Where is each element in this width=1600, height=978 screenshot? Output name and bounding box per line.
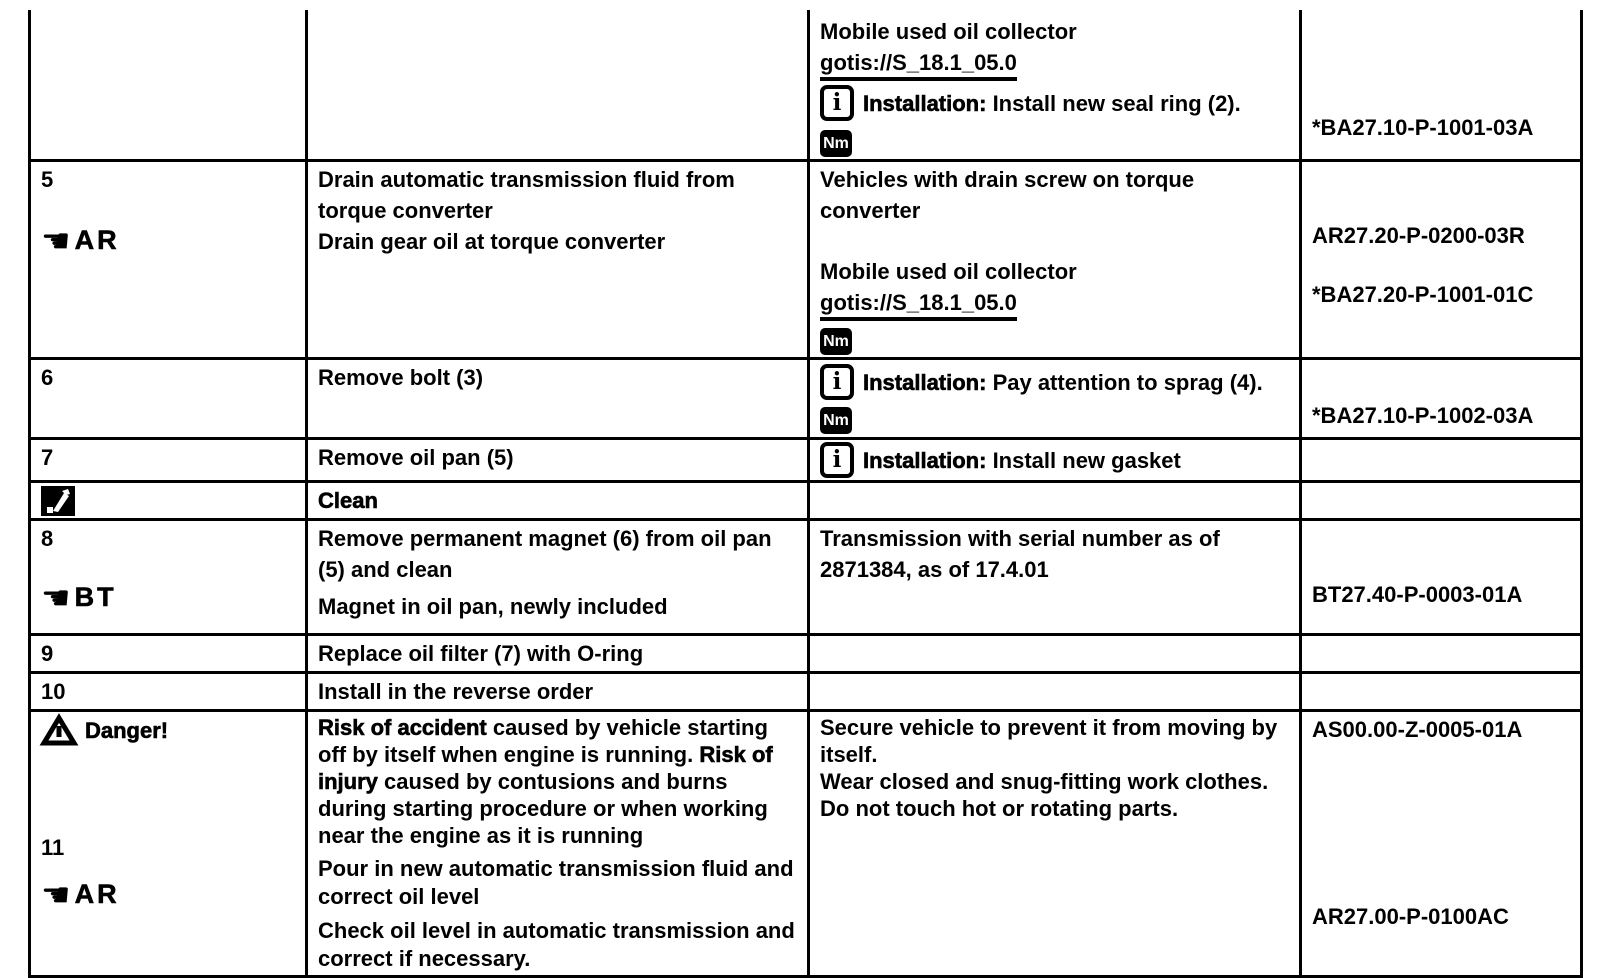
reference-cell (1301, 439, 1582, 482)
step-number: 9 (41, 641, 54, 666)
installation-body: Install new seal ring (2). (986, 90, 1241, 116)
task-text: Magnet in oil pan, newly included (318, 594, 668, 619)
note-cell (809, 711, 1301, 977)
note-cell (809, 359, 1301, 439)
step-number: 8 (41, 526, 54, 551)
gotis-link[interactable]: gotis://S_18.1_05.0 (820, 49, 1017, 81)
note-text: Mobile used oil collector (820, 19, 1077, 44)
task-cell (307, 635, 809, 673)
task-text: Drain automatic transmission fluid from torque converter (318, 167, 735, 223)
step-number-cell (30, 635, 307, 673)
reference-cell (1301, 161, 1582, 359)
note-cell (809, 673, 1301, 711)
note-cell (809, 520, 1301, 635)
step-number: 6 (41, 365, 54, 390)
table-row-danger-step11 (30, 711, 1582, 977)
reference-code: *BA27.10-P-1002-03A (1312, 403, 1534, 428)
step-number: 10 (41, 679, 66, 704)
info-icon: i (820, 442, 854, 478)
table-row-step6 (30, 359, 1582, 439)
table-row-step8 (30, 520, 1582, 635)
table-row-step10 (30, 673, 1582, 711)
step-number: 5 (41, 167, 54, 192)
step-number-cell (30, 161, 307, 359)
step-number-cell (30, 673, 307, 711)
task-cell (307, 711, 809, 977)
ar-badge (41, 220, 295, 260)
table-row-step7 (30, 439, 1582, 482)
risk-body: caused by contusions and burns during starting procedure or when working near the engine as it is running (318, 769, 768, 848)
info-icon: i (820, 85, 854, 121)
precaution-text: Do not touch hot or rotating parts. (820, 796, 1179, 821)
risk-text (318, 714, 797, 849)
pointing-hand-icon: ☚ (41, 220, 71, 260)
task-text: Check oil level in automatic transmission and correct if necessary. (318, 918, 795, 971)
procedure-table (28, 10, 1583, 978)
task-cell (307, 439, 809, 482)
reference-cell (1301, 673, 1582, 711)
step-number: 7 (41, 445, 54, 470)
task-text: Install in the reverse order (318, 679, 594, 704)
ar-badge (41, 874, 295, 914)
precaution-text: Wear closed and snug-fitting work clothes. (820, 769, 1269, 794)
step-number-cell (30, 359, 307, 439)
torque-nm-icon: Nm (820, 130, 852, 157)
installation-note (820, 85, 1289, 121)
torque-nm-icon: Nm (820, 328, 852, 355)
danger-icon (41, 714, 77, 746)
note-text: Mobile used oil collector (820, 259, 1077, 284)
note-cell (809, 439, 1301, 482)
reference-cell (1301, 520, 1582, 635)
danger-heading (41, 714, 295, 746)
badge-label: AR (74, 225, 120, 255)
reference-cell (1301, 711, 1582, 977)
task-cell (307, 10, 809, 161)
task-text: Remove oil pan (5) (318, 445, 514, 470)
note-text: Transmission with serial number as of 2871384, as of 17.4.01 (820, 526, 1220, 582)
gotis-link[interactable]: gotis://S_18.1_05.0 (820, 289, 1017, 321)
installation-label: Installation: (863, 369, 987, 395)
risk-body: caused by vehicle starting off by itself when engine is running. (318, 715, 768, 767)
installation-text (863, 367, 1263, 398)
task-cell (307, 359, 809, 439)
task-cell (307, 673, 809, 711)
installation-note (820, 364, 1289, 400)
note-cell (809, 635, 1301, 673)
installation-body: Pay attention to sprag (4). (986, 369, 1263, 395)
reference-code: AR27.20-P-0200-03R (1312, 223, 1525, 248)
reference-code: AS00.00-Z-0005-01A (1312, 717, 1523, 742)
task-text: Drain gear oil at torque converter (318, 229, 666, 254)
reference-code: AR27.00-P-0100AC (1312, 904, 1509, 929)
note-text: Vehicles with drain screw on torque converter (820, 167, 1195, 223)
danger-label: Danger! (85, 717, 169, 743)
installation-label: Installation: (863, 447, 987, 473)
table-row-clean (30, 482, 1582, 520)
step-number-cell (30, 10, 307, 161)
task-text: Pour in new automatic transmission fluid and correct oil level (318, 856, 794, 909)
reference-cell (1301, 10, 1582, 161)
step-number-cell (30, 439, 307, 482)
task-cell (307, 161, 809, 359)
pointing-hand-icon: ☚ (41, 874, 71, 914)
info-icon: i (820, 364, 854, 400)
task-text: Remove bolt (3) (318, 365, 484, 390)
torque-nm-icon: Nm (820, 407, 852, 434)
table-row-continued (30, 10, 1582, 161)
pointing-hand-icon: ☚ (41, 577, 71, 617)
clean-heading: Clean (318, 488, 378, 513)
note-cell (809, 482, 1301, 520)
note-cell (809, 161, 1301, 359)
installation-text (863, 88, 1241, 119)
installation-label: Installation: (863, 90, 987, 116)
clean-icon (41, 486, 75, 516)
step-number-cell (30, 482, 307, 520)
badge-label: AR (74, 879, 120, 909)
task-text: Replace oil filter (7) with O-ring (318, 641, 644, 666)
step-number-cell (30, 711, 307, 977)
task-cell (307, 482, 809, 520)
installation-body: Install new gasket (986, 447, 1181, 473)
precaution-text: Secure vehicle to prevent it from moving by itself. (820, 715, 1278, 767)
installation-note (820, 442, 1289, 478)
step-number: 11 (41, 835, 65, 860)
task-cell (307, 520, 809, 635)
table-row-step5 (30, 161, 1582, 359)
installation-text (863, 445, 1181, 476)
reference-code: BT27.40-P-0003-01A (1312, 582, 1523, 607)
reference-cell (1301, 359, 1582, 439)
reference-cell (1301, 482, 1582, 520)
bt-badge (41, 577, 295, 617)
note-cell (809, 10, 1301, 161)
reference-code: *BA27.10-P-1001-03A (1312, 115, 1534, 140)
risk-bold: Risk of accident (318, 715, 487, 740)
risk-bold: Risk of injury (318, 742, 773, 794)
badge-label: BT (74, 582, 117, 612)
step-number-cell (30, 520, 307, 635)
task-text: Remove permanent magnet (6) from oil pan (5) and clean (318, 526, 772, 582)
reference-code: *BA27.20-P-1001-01C (1312, 282, 1534, 307)
table-row-step9 (30, 635, 1582, 673)
reference-cell (1301, 635, 1582, 673)
